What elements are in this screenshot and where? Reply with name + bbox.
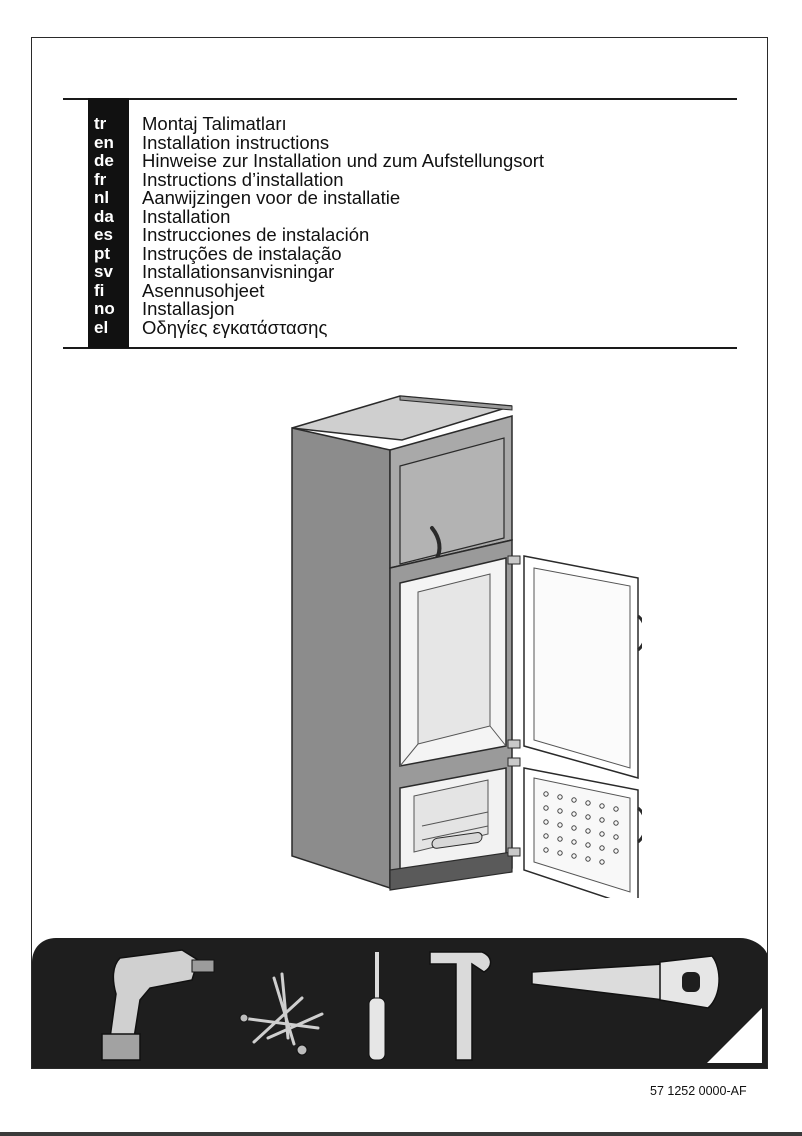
fridge-freezer-illustration [282,388,642,898]
bottom-edge-line [0,1132,802,1136]
language-title-el: Οδηγίες εγκατάστασης [142,316,328,338]
language-title-fi: Asennusohjeet [142,279,265,301]
language-title-nl: Aanwijzingen voor de installatie [142,187,401,208]
language-code-es: es [94,225,113,244]
language-title-en: Installation instructions [142,131,330,153]
language-title-da: Installation [142,205,231,227]
language-title-pt: Instruções de instalação [142,242,342,264]
language-code-fr: fr [94,169,107,189]
language-title-de: Hinweise zur Installation und zum Aufstellungsort [142,150,545,171]
top-rule [63,98,737,100]
language-code-no: no [94,299,115,318]
language-code-de: de [94,151,114,170]
language-code-el: el [94,317,109,337]
document-code: 57 1252 0000-AF [650,1084,747,1098]
language-title-no: Installasjon [142,298,235,319]
bottom-rule [63,347,737,349]
language-code-da: da [94,206,114,226]
required-tools-band [32,938,768,1069]
language-code-sv: sv [94,262,113,281]
language-code-tr: tr [94,114,107,133]
language-title-sv: Installationsanvisningar [142,261,335,282]
page-frame [31,37,768,1069]
language-title-fr: Instructions d’installation [142,168,344,190]
language-code-pt: pt [94,243,111,263]
language-code-fi: fi [94,280,105,300]
language-title-es: Instrucciones de instalación [142,224,370,245]
language-code-en: en [94,132,114,152]
language-code-nl: nl [94,188,110,207]
language-title-tr: Montaj Talimatları [142,113,287,134]
